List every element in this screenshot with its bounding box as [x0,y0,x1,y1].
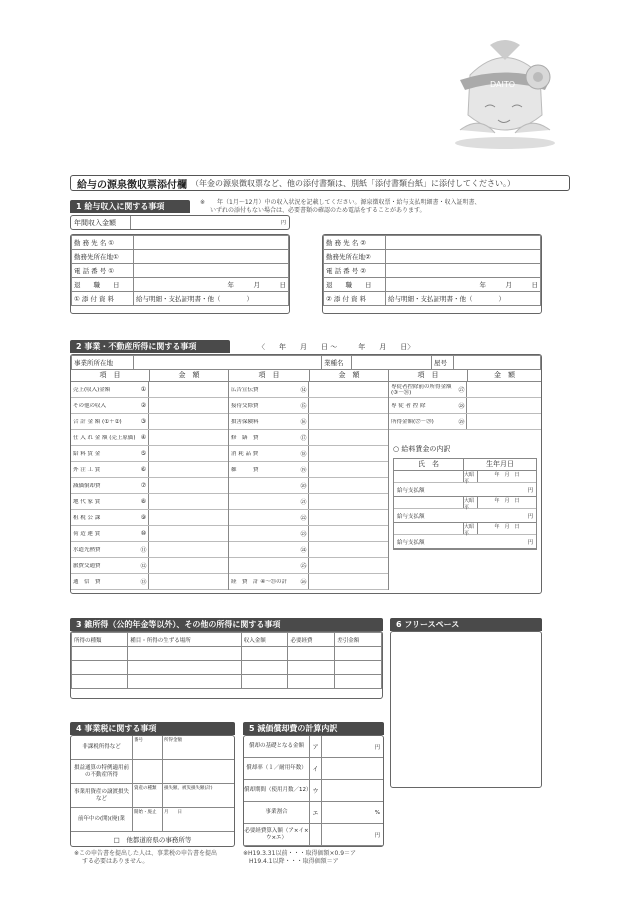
ledger-row-label: 減価償却費 [73,482,101,489]
salary-person-row[interactable] [394,471,536,483]
business-tax-sub1: 番号 [133,736,163,759]
ledger-row-mark: ⑤ [139,446,149,461]
yen-unit: 円 [527,539,533,546]
ledger-row-mark: ⑫ [139,558,149,573]
business-tax-sub1: 開始・廃止 [133,808,163,831]
mascot-label: DAITO [490,80,516,89]
salary-person-row[interactable] [394,523,536,535]
business-tax-row[interactable] [71,760,234,784]
era-selector[interactable]: 大昭平 [464,497,478,508]
ledger-row-mark: ⑮ [299,398,309,413]
employer1-phone-row[interactable] [72,264,289,278]
form-title-box [70,175,570,191]
ledger-row[interactable] [229,382,388,398]
ledger-row[interactable] [389,414,541,430]
ledger-row[interactable] [71,542,228,558]
employer2-phone-label: 電 話 番 号 ② [324,264,386,278]
pay-label: 給与支払額 [397,513,425,520]
salary-name-header: 氏 名 [394,459,464,470]
ledger-row-label: 専 従 者 控 除 [391,402,426,409]
ledger-row[interactable] [229,510,388,526]
depreciation-unit: 円 [374,744,380,751]
section2-heading: 2 事業・不動産所得に関する事項 [70,340,230,353]
employer1-attach-value: 給与明細・支払証明書・他（ ） [134,292,289,306]
depreciation-mark: ア [310,736,322,757]
employer1-address-label: 勤務先所在地① [72,250,134,264]
salary-birth-header: 生年月日 [486,460,514,468]
ledger-row-mark: ⑨ [139,510,149,525]
ledger-row[interactable] [71,510,228,526]
depreciation-unit [322,780,383,801]
ledger-row-label: 合 計 金 額 (①＋②) [73,418,122,425]
ledger-row-label: 広告宣伝費 [231,386,259,393]
other-prefecture-office[interactable]: □ 他都道府県の事務所等 [113,835,192,844]
salary-pay-row[interactable] [394,483,536,497]
ledger-row[interactable] [389,382,541,398]
employer2-attach-row[interactable] [324,292,541,306]
ledger-row-label: 専従者控除前の所得金額(③－㉖) [391,383,452,396]
depreciation-unit: % [374,809,380,816]
business-tax-label: 事業用資産の譲渡損失など [71,784,133,807]
ledger-row-label: その他の収入 [73,402,107,409]
ledger-row-mark: ㉑ [299,494,309,509]
business-tax-label: 非課税所得など [71,736,133,759]
ledger-row-mark: ㉙ [457,414,467,429]
salary-breakdown-heading: ○ 給料賃金の内訳 [393,445,451,453]
depreciation-row[interactable] [244,802,383,824]
ledger-row-label: 修 繕 費 [231,434,259,441]
employer1-table [70,234,290,314]
section1-note: ※ 年（1月～12月）中の収入状況を記載してください。源泉徴収票・給与支払明細書・収入証明書、 いずれの添付もない場合は、必要書類の確認のため電話をすることがあります。 [200,199,481,214]
employer1-name-row[interactable] [72,236,289,250]
section6-heading: 6 フリースペース [390,618,542,631]
ledger-row[interactable] [229,574,388,590]
col-amount-header: 金 額 [467,370,541,381]
misc-income-col-header: 差引金額 [335,633,382,647]
ledger-row[interactable] [229,494,388,510]
biz-type-label: 業種名 [322,356,352,370]
biz-address-field[interactable] [134,356,322,370]
ledger-row-label: 消 耗 品 費 [231,450,259,457]
col-item-header: 項 目 [417,371,439,379]
free-space-area[interactable] [390,631,542,788]
employer2-retire-row[interactable]: 退 職 日 年 月 日 [324,278,541,292]
employer1-retire-row[interactable]: 退 職 日 年 月 日 [72,278,289,292]
section5-note: ※H19.3.31以前・・・取得価額×0.9＝ア H19.4.1以降・・・取得価額＝ア [243,850,357,865]
employer2-attach-value: 給与明細・支払証明書・他（ ） [386,292,541,306]
ledger-row[interactable] [71,382,228,398]
ledger-row-mark: ㉕ [299,558,309,573]
form-subtitle: （年金の源泉徴収票など、他の添付書類は、別紙「添付書類台紙」に添付してください。） [191,178,515,188]
ledger-row[interactable] [229,398,388,414]
depreciation-row[interactable] [244,824,383,846]
ledger-row-label: 荷 造 運 賃 [73,530,101,537]
section4-table [70,735,235,847]
employer1-address-row[interactable] [72,250,289,264]
col-item-header: 項 目 [258,371,280,379]
employer2-attach-label: ② 添 付 資 料 [324,292,386,306]
business-tax-sub1 [133,760,163,783]
business-tax-label: 前年中の(開)(廃)業 [71,808,133,831]
ledger-row[interactable] [71,462,228,478]
annual-income-label: 年間収入金額 [71,216,131,229]
depreciation-mark: イ [310,758,322,779]
annual-income-row[interactable] [70,215,290,230]
depreciation-mark: ウ [310,780,322,801]
ledger-row-mark: ㉓ [299,526,309,541]
employer2-address-label: 勤務先所在地② [324,250,386,264]
section3-table [70,631,383,699]
ledger-row-mark: ④ [139,430,149,445]
section2-period: 〈 年 月 日 ～ 年 月 日〉 [258,343,415,351]
ledger-row-mark: ⑱ [299,446,309,461]
ledger-row-label: 地 代 家 賃 [73,498,101,505]
depreciation-unit [322,758,383,779]
ledger-row-mark: ㉘ [457,398,467,413]
misc-income-row[interactable] [72,675,382,689]
employer2-address-row[interactable] [324,250,541,264]
ledger-row-label: 損害保険料 [231,418,259,425]
ledger-row[interactable] [71,414,228,430]
misc-income-col-header: 収入金額 [241,633,288,647]
ledger-row-mark: ⑭ [299,382,309,397]
ledger-row[interactable] [71,478,228,494]
ledger-row[interactable] [71,574,228,590]
birth-date: 年 月 日 [494,472,520,478]
ledger-row-label: 所得金額(㉗－㉘) [391,418,434,425]
ledger-row[interactable] [71,558,228,574]
col-amount-header: 金 額 [149,370,228,381]
business-tax-row[interactable] [71,784,234,808]
birth-date: 年 月 日 [494,498,520,504]
ledger-row-mark: ⑪ [139,542,149,557]
ledger-row[interactable] [229,414,388,430]
ledger-row[interactable] [229,446,388,462]
ledger-row-label: 仕 入 れ 金 額 (売上原価) [73,434,136,441]
depreciation-row[interactable] [244,736,383,758]
shop-name-field[interactable] [454,356,541,370]
ledger-row[interactable] [229,478,388,494]
business-tax-sub2: 月 日 [164,810,182,815]
employer1-attach-row[interactable] [72,292,289,306]
ledger-row-label: 旅費交通費 [73,562,101,569]
section5-table [243,735,384,847]
business-tax-sub2 [163,760,234,783]
income-summary-column [389,370,541,590]
misc-income-col-header: 所得の種類 [72,633,128,647]
salary-pay-row[interactable] [394,509,536,523]
depreciation-unit: 円 [374,832,380,839]
employer1-attach-label: ① 添 付 資 料 [72,292,134,306]
salary-breakdown-table [393,458,537,550]
birth-date: 年 月 日 [494,524,520,530]
employer2-table [322,234,542,314]
yen-unit: 円 [527,487,533,494]
depreciation-label: 事業割合 [244,802,310,823]
employer2-name-label: 勤 務 先 名 ② [324,236,386,250]
section4-heading: 4 事業税に関する事項 [70,722,235,735]
ledger-row[interactable] [71,398,228,414]
depreciation-label: 償却期間（使用月数／12） [244,780,310,801]
employer2-name-row[interactable] [324,236,541,250]
ledger-row-mark: ⑰ [299,430,309,445]
section1-heading: 1 給与収入に関する事項 [70,200,190,213]
expense-rows [229,382,388,590]
ledger-row-mark: ㉔ [299,542,309,557]
employer2-retire-label: 退 職 日 [324,278,386,292]
depreciation-mark [310,824,322,845]
ledger-row-mark: ⑲ [299,462,309,477]
ledger-row-mark: ⑦ [139,478,149,493]
ledger-row-label: 雑 費 [231,466,259,473]
salary-pay-row[interactable] [394,535,536,549]
ledger-row[interactable] [229,558,388,574]
ledger-row[interactable] [229,462,388,478]
ledger-row-label: 経 費 計 ④～㉕の計 [231,578,288,585]
ledger-row-label: 水道光熱費 [73,546,101,553]
mascot-illustration [450,35,560,150]
depreciation-label: 必要経費算入額（ア×イ×ウ×エ） [244,824,310,845]
ledger-row-mark: ② [139,398,149,413]
yen-unit: 円 [280,220,286,226]
yen-unit: 円 [527,513,533,520]
ledger-row-mark: ⑳ [299,478,309,493]
ledger-row[interactable] [71,446,228,462]
ledger-row-label: 通 信 費 [73,578,101,585]
section4-note: ※この申告書を提出した人は、事業税の申告書を提出 する必要はありません。 [74,850,218,865]
col-amount-header: 金 額 [309,370,388,381]
employer1-name-label: 勤 務 先 名 ① [72,236,134,250]
misc-income-col-header: 必要経費 [288,633,335,647]
ledger-row[interactable] [229,430,388,446]
misc-income-col-header: 種目・所得の生ずる場所 [128,633,241,647]
employer1-retire-label: 退 職 日 [72,278,134,292]
depreciation-mark: エ [310,802,322,823]
ledger-row-mark: ⑥ [139,462,149,477]
era-selector[interactable]: 大昭平 [464,471,478,482]
income-rows [71,382,228,590]
ledger-row-label: 接待交際費 [231,402,259,409]
misc-income-row[interactable] [72,647,382,661]
shop-name-label: 屋号 [432,356,454,370]
ledger-row-mark: ① [139,382,149,397]
pay-label: 給与支払額 [397,539,425,546]
salary-person-row[interactable] [394,497,536,509]
section2-table [70,354,542,594]
business-tax-sub1: 資産の種類 [133,784,163,807]
business-tax-row[interactable] [71,808,234,832]
ledger-row-label: 外 注 工 賃 [73,466,101,473]
ledger-row-mark: ⑩ [139,526,149,541]
ledger-row-mark: ㉖ [299,574,309,589]
ledger-row-mark: ㉒ [299,510,309,525]
ledger-row-label: 租 税 公 課 [73,514,101,521]
ledger-row[interactable] [71,430,228,446]
pay-label: 給与支払額 [397,487,425,494]
business-tax-sub2: 所得金額 [164,738,182,743]
business-tax-label: 損益通算の特例適用前の不動産所得 [71,760,133,783]
employer1-phone-label: 電 話 番 号 ① [72,264,134,278]
ledger-row-label: 売上(収入)金額 [73,386,111,393]
ledger-row-label: 給 料 賃 金 [73,450,101,457]
era-selector[interactable]: 大昭平 [464,523,478,534]
ledger-row[interactable] [229,526,388,542]
biz-type-field[interactable] [352,356,432,370]
ledger-row[interactable] [229,542,388,558]
ledger-row[interactable] [389,398,541,414]
section3-heading: 3 雑所得（公的年金等以外）、その他の所得に関する事項 [70,618,383,631]
biz-address-label: 事業所所在地 [72,356,134,370]
ledger-row-mark: ③ [139,414,149,429]
ledger-row-mark: ㉗ [457,382,467,397]
depreciation-row[interactable] [244,780,383,802]
depreciation-label: 償却の基礎となる金額 [244,736,310,757]
income-column [71,370,229,590]
expense-column [229,370,389,590]
ledger-row[interactable] [71,494,228,510]
depreciation-label: 償却率（１／耐用年数） [244,758,310,779]
section5-heading: 5 減価償却費の計算内訳 [243,722,384,735]
depreciation-row[interactable] [244,758,383,780]
ledger-row[interactable] [71,526,228,542]
ledger-row-mark: ⑧ [139,494,149,509]
ledger-row-mark: ⑬ [139,574,149,589]
employer2-phone-row[interactable] [324,264,541,278]
form-title: 給与の源泉徴収票添付欄 [77,179,187,191]
business-tax-sub2: 損失額、被災損失額(計) [164,786,213,791]
summary-rows [389,382,541,430]
misc-income-row[interactable] [72,661,382,675]
ledger-row-mark: ⑯ [299,414,309,429]
business-tax-row[interactable] [71,736,234,760]
col-item-header: 項 目 [99,371,121,379]
